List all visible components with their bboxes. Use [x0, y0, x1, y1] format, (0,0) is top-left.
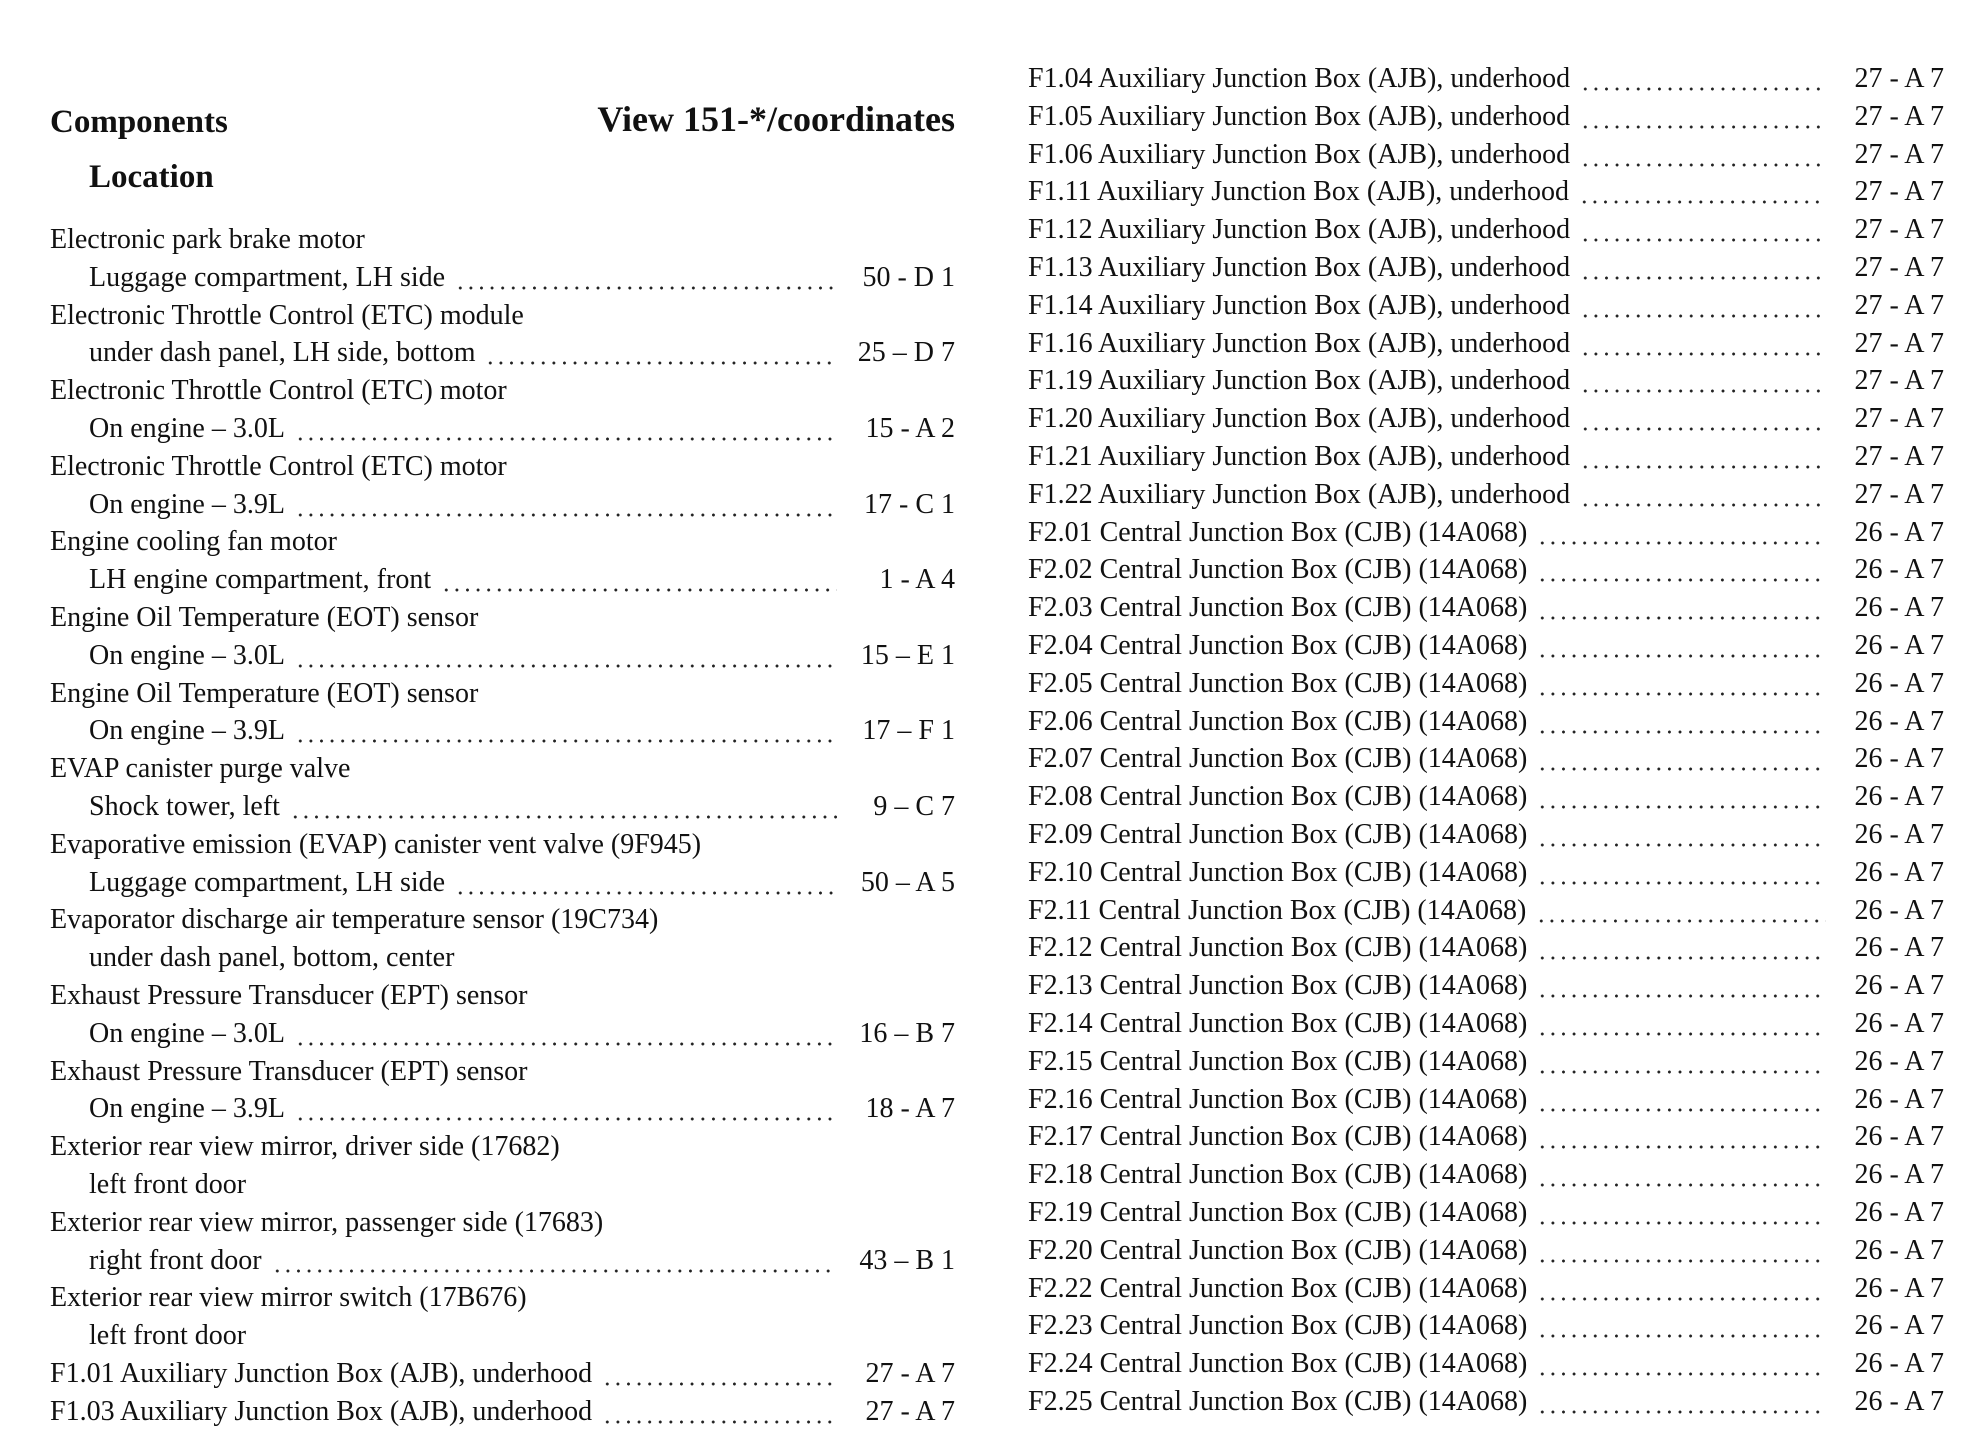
- component-location: Luggage compartment, LH side: [89, 866, 446, 898]
- dot-leader: [1537, 514, 1826, 552]
- dot-leader: [1580, 60, 1826, 98]
- location-heading: Location: [89, 159, 214, 195]
- dot-leader: [1537, 1232, 1826, 1270]
- fuse-name: F2.01 Central Junction Box (CJB) (14A068): [1028, 516, 1528, 548]
- fuse-name: F1.11 Auxiliary Junction Box (AJB), underhood: [1028, 176, 1570, 208]
- component-location: right front door: [89, 1244, 262, 1276]
- coordinate-value: 26 - A 7: [1854, 1385, 1944, 1417]
- dot-leader: [1580, 98, 1826, 136]
- fuse-name: F2.14 Central Junction Box (CJB) (14A068): [1028, 1007, 1528, 1039]
- dot-leader: [1580, 325, 1826, 363]
- dot-leader: [1580, 249, 1826, 287]
- component-line: [50, 977, 955, 1015]
- coordinate-value: 27 - A 7: [865, 1395, 955, 1427]
- fuse-line: [1028, 816, 1944, 854]
- coordinate-value: 26 - A 7: [1854, 1045, 1944, 1077]
- coordinate-value: 27 - A 7: [1854, 100, 1944, 132]
- dot-leader: [295, 410, 837, 448]
- fuse-line: [1028, 476, 1944, 514]
- coordinate-value: 27 - A 7: [1854, 63, 1944, 94]
- dot-leader: [1537, 1345, 1826, 1383]
- component-location: left front door: [89, 1168, 247, 1200]
- location-line: [50, 1166, 955, 1204]
- dot-leader: [1537, 589, 1826, 627]
- fuse-name: F1.21 Auxiliary Junction Box (AJB), underhood: [1028, 440, 1571, 472]
- location-line: [50, 788, 955, 826]
- component-line: [50, 826, 955, 864]
- fuse-name: F2.10 Central Junction Box (CJB) (14A068): [1028, 856, 1528, 888]
- component-line: [50, 523, 955, 561]
- fuse-name: F1.04 Auxiliary Junction Box (AJB), underhood: [1028, 63, 1571, 94]
- dot-leader: [272, 1242, 837, 1280]
- dot-leader: [1537, 1081, 1826, 1119]
- component-location: On engine – 3.9L: [89, 715, 285, 747]
- fuse-name: F2.23 Central Junction Box (CJB) (14A068): [1028, 1310, 1528, 1342]
- component-name: Exhaust Pressure Transducer (EPT) sensor: [50, 979, 528, 1011]
- fuse-line: [1028, 778, 1944, 816]
- fuse-line: [1028, 1270, 1944, 1308]
- dot-leader: [1537, 1194, 1826, 1232]
- coordinate-value: 27 - A 7: [1854, 214, 1944, 246]
- fuse-name: F2.11 Central Junction Box (CJB) (14A068): [1028, 894, 1527, 926]
- component-name: EVAP canister purge valve: [50, 753, 351, 785]
- component-location: under dash panel, LH side, bottom: [89, 337, 476, 369]
- coordinate-value: 26 - A 7: [1854, 743, 1944, 775]
- fuse-name: F1.22 Auxiliary Junction Box (AJB), underhood: [1028, 478, 1571, 510]
- fuse-line: [1028, 362, 1944, 400]
- component-name: Electronic Throttle Control (ETC) module: [50, 299, 524, 331]
- coordinate-value: 26 - A 7: [1854, 970, 1944, 1002]
- dot-leader: [485, 334, 837, 372]
- fuse-name: F1.03 Auxiliary Junction Box (AJB), underhood: [50, 1395, 593, 1427]
- coordinate-value: 26 - A 7: [1854, 818, 1944, 850]
- fuse-name: F2.25 Central Junction Box (CJB) (14A068): [1028, 1385, 1528, 1417]
- fuse-line: [1028, 589, 1944, 627]
- component-location: On engine – 3.0L: [89, 412, 285, 444]
- fuse-name: F2.02 Central Junction Box (CJB) (14A068): [1028, 554, 1528, 586]
- component-location: On engine – 3.0L: [89, 1017, 285, 1049]
- dot-leader: [1537, 1156, 1826, 1194]
- location-line: [50, 1015, 955, 1053]
- coordinate-value: 9 – C 7: [873, 790, 955, 822]
- dot-leader: [455, 259, 837, 297]
- component-line: [50, 448, 955, 486]
- coordinate-value: 26 - A 7: [1854, 667, 1944, 699]
- component-name: Engine Oil Temperature (EOT) sensor: [50, 601, 479, 633]
- component-name: Electronic park brake motor: [50, 224, 365, 255]
- coordinate-value: 26 - A 7: [1854, 894, 1944, 926]
- location-line: [50, 334, 955, 372]
- fuse-line: [1028, 400, 1944, 438]
- coordinate-value: 26 - A 7: [1854, 1159, 1944, 1191]
- dot-leader: [1580, 476, 1826, 514]
- fuse-name: F2.16 Central Junction Box (CJB) (14A068): [1028, 1083, 1528, 1115]
- fuse-name: F2.09 Central Junction Box (CJB) (14A068): [1028, 818, 1528, 850]
- coordinate-value: 17 - C 1: [864, 488, 955, 520]
- fuse-name: F2.04 Central Junction Box (CJB) (14A068): [1028, 629, 1528, 661]
- fuse-name: F2.18 Central Junction Box (CJB) (14A068): [1028, 1159, 1528, 1191]
- coordinate-value: 15 – E 1: [860, 639, 955, 671]
- location-line: [50, 1242, 955, 1280]
- dot-leader: [295, 1090, 837, 1128]
- fuse-name: F2.06 Central Junction Box (CJB) (14A068): [1028, 705, 1528, 737]
- component-location: left front door: [89, 1320, 247, 1352]
- fuse-line: [1028, 1194, 1944, 1232]
- coordinate-value: 27 - A 7: [1854, 478, 1944, 510]
- coordinate-value: 26 - A 7: [1854, 554, 1944, 586]
- location-line: [50, 864, 955, 902]
- coordinate-value: 26 - A 7: [1854, 629, 1944, 661]
- dot-leader: [1536, 892, 1826, 930]
- coordinate-value: 27 - A 7: [1854, 440, 1944, 472]
- dot-leader: [1537, 778, 1826, 816]
- fuse-name: F1.05 Auxiliary Junction Box (AJB), underhood: [1028, 100, 1571, 132]
- component-line: [50, 901, 955, 939]
- fuse-name: F2.20 Central Junction Box (CJB) (14A068): [1028, 1234, 1528, 1266]
- dot-leader: [1580, 287, 1826, 325]
- location-line: [50, 1317, 955, 1355]
- fuse-line: [50, 1355, 955, 1393]
- component-line: [50, 297, 955, 335]
- coordinate-value: 26 - A 7: [1854, 516, 1944, 548]
- fuse-line: [1028, 1043, 1944, 1081]
- dot-leader: [290, 788, 837, 826]
- fuse-line: [1028, 854, 1944, 892]
- fuse-name: F2.19 Central Junction Box (CJB) (14A068): [1028, 1196, 1528, 1228]
- fuse-line: [1028, 703, 1944, 741]
- dot-leader: [1537, 967, 1826, 1005]
- coordinate-value: 27 - A 7: [1854, 327, 1944, 359]
- fuse-line: [1028, 136, 1944, 174]
- coordinate-value: 50 – A 5: [860, 866, 955, 898]
- component-line: [50, 750, 955, 788]
- dot-leader: [1580, 211, 1826, 249]
- coordinate-value: 26 - A 7: [1854, 856, 1944, 888]
- fuse-line: [1028, 1232, 1944, 1270]
- component-line: [50, 221, 955, 259]
- dot-leader: [1537, 665, 1826, 703]
- component-name: Electronic Throttle Control (ETC) motor: [50, 450, 507, 482]
- fuse-name: F2.22 Central Junction Box (CJB) (14A068): [1028, 1272, 1528, 1304]
- location-line: [50, 259, 955, 297]
- coordinate-value: 27 - A 7: [1854, 403, 1944, 435]
- component-line: [50, 599, 955, 637]
- dot-leader: [1537, 854, 1826, 892]
- fuse-name: F2.17 Central Junction Box (CJB) (14A068): [1028, 1121, 1528, 1153]
- coordinate-value: 18 - A 7: [865, 1093, 955, 1125]
- dot-leader: [1580, 400, 1826, 438]
- component-line: [50, 372, 955, 410]
- component-line: [50, 675, 955, 713]
- component-location: LH engine compartment, front: [89, 564, 432, 596]
- coordinate-value: 27 - A 7: [1854, 176, 1944, 208]
- fuse-name: F2.24 Central Junction Box (CJB) (14A068): [1028, 1348, 1528, 1380]
- fuse-name: F2.15 Central Junction Box (CJB) (14A068): [1028, 1045, 1528, 1077]
- dot-leader: [602, 1393, 837, 1431]
- fuse-name: F1.19 Auxiliary Junction Box (AJB), underhood: [1028, 365, 1571, 397]
- dot-leader: [1580, 362, 1826, 400]
- left-entry-list: [50, 221, 955, 1431]
- coordinate-value: 27 - A 7: [1854, 289, 1944, 321]
- fuse-line: [1028, 929, 1944, 967]
- component-line: [50, 1128, 955, 1166]
- component-name: Exhaust Pressure Transducer (EPT) sensor: [50, 1055, 528, 1087]
- fuse-name: F2.03 Central Junction Box (CJB) (14A068): [1028, 592, 1528, 624]
- component-location: On engine – 3.9L: [89, 1093, 285, 1125]
- dot-leader: [1537, 703, 1826, 741]
- fuse-name: F1.20 Auxiliary Junction Box (AJB), underhood: [1028, 403, 1571, 435]
- components-heading: Components: [50, 104, 228, 140]
- component-name: Electronic Throttle Control (ETC) motor: [50, 375, 507, 407]
- fuse-line: [1028, 627, 1944, 665]
- location-line: [50, 410, 955, 448]
- dot-leader: [441, 561, 837, 599]
- fuse-line: [1028, 249, 1944, 287]
- fuse-line: [1028, 967, 1944, 1005]
- coordinate-value: 26 - A 7: [1854, 705, 1944, 737]
- coordinate-value: 26 - A 7: [1854, 1234, 1944, 1266]
- fuse-name: F1.06 Auxiliary Junction Box (AJB), underhood: [1028, 138, 1571, 170]
- fuse-name: F1.14 Auxiliary Junction Box (AJB), underhood: [1028, 289, 1571, 321]
- coordinate-value: 16 – B 7: [859, 1017, 955, 1049]
- component-location: under dash panel, bottom, center: [89, 942, 455, 974]
- coordinate-value: 1 - A 4: [879, 564, 955, 596]
- coordinate-value: 26 - A 7: [1854, 592, 1944, 624]
- component-name: Engine cooling fan motor: [50, 526, 337, 558]
- dot-leader: [1537, 929, 1826, 967]
- fuse-name: F2.05 Central Junction Box (CJB) (14A068): [1028, 667, 1528, 699]
- fuse-name: F2.12 Central Junction Box (CJB) (14A068): [1028, 932, 1528, 964]
- coordinate-value: 26 - A 7: [1854, 1272, 1944, 1304]
- component-location: Shock tower, left: [89, 790, 280, 822]
- fuse-line: [1028, 740, 1944, 778]
- dot-leader: [1537, 627, 1826, 665]
- dot-leader: [1580, 438, 1826, 476]
- fuse-line: [50, 1393, 955, 1431]
- component-location: On engine – 3.0L: [89, 639, 285, 671]
- fuse-name: F2.13 Central Junction Box (CJB) (14A068): [1028, 970, 1528, 1002]
- fuse-line: [1028, 325, 1944, 363]
- fuse-name: F1.16 Auxiliary Junction Box (AJB), underhood: [1028, 327, 1571, 359]
- coordinate-value: 26 - A 7: [1854, 932, 1944, 964]
- dot-leader: [1537, 1307, 1826, 1345]
- coordinate-value: 27 - A 7: [1854, 138, 1944, 170]
- component-line: [50, 1053, 955, 1091]
- component-name: Exterior rear view mirror, driver side (17682): [50, 1131, 560, 1163]
- component-name: Evaporator discharge air temperature sensor (19C734): [50, 904, 659, 936]
- dot-leader: [1537, 1005, 1826, 1043]
- fuse-line: [1028, 1345, 1944, 1383]
- component-location: On engine – 3.9L: [89, 488, 285, 520]
- dot-leader: [295, 486, 837, 524]
- location-line: [50, 561, 955, 599]
- coordinate-value: 50 - D 1: [862, 261, 955, 293]
- coordinate-value: 26 - A 7: [1854, 1348, 1944, 1380]
- dot-leader: [1537, 1270, 1826, 1308]
- fuse-line: [1028, 1081, 1944, 1119]
- coordinate-value: 27 - A 7: [1854, 365, 1944, 397]
- coordinate-value: 26 - A 7: [1854, 1007, 1944, 1039]
- coordinate-value: 27 - A 7: [865, 1357, 955, 1389]
- view-coordinates-heading: View 151-*/coordinates: [597, 99, 955, 139]
- coordinate-value: 17 – F 1: [862, 715, 955, 747]
- location-line: [50, 637, 955, 675]
- dot-leader: [1537, 551, 1826, 589]
- fuse-line: [1028, 173, 1944, 211]
- dot-leader: [295, 712, 837, 750]
- coordinate-value: 26 - A 7: [1854, 1121, 1944, 1153]
- fuse-line: [1028, 1005, 1944, 1043]
- fuse-line: [1028, 98, 1944, 136]
- dot-leader: [1537, 1383, 1826, 1421]
- dot-leader: [602, 1355, 837, 1393]
- location-line: [50, 486, 955, 524]
- right-entry-list: [1028, 60, 1944, 1421]
- fuse-line: [1028, 892, 1944, 930]
- fuse-line: [1028, 211, 1944, 249]
- coordinate-value: 15 - A 2: [865, 412, 955, 444]
- fuse-line: [1028, 287, 1944, 325]
- fuse-line: [1028, 1307, 1944, 1345]
- component-name: Evaporative emission (EVAP) canister vent valve (9F945): [50, 828, 702, 860]
- fuse-line: [1028, 1383, 1944, 1421]
- dot-leader: [455, 864, 837, 902]
- coordinate-value: 27 - A 7: [1854, 251, 1944, 283]
- component-line: [50, 1279, 955, 1317]
- dot-leader: [1537, 1118, 1826, 1156]
- dot-leader: [295, 637, 837, 675]
- component-line: [50, 1204, 955, 1242]
- location-line: [50, 939, 955, 977]
- component-name: Engine Oil Temperature (EOT) sensor: [50, 677, 479, 709]
- location-line: [50, 1090, 955, 1128]
- component-name: Exterior rear view mirror switch (17B676): [50, 1282, 527, 1314]
- dot-leader: [1537, 816, 1826, 854]
- fuse-line: [1028, 1118, 1944, 1156]
- fuse-line: [1028, 665, 1944, 703]
- fuse-name: F2.07 Central Junction Box (CJB) (14A068): [1028, 743, 1528, 775]
- fuse-name: F1.12 Auxiliary Junction Box (AJB), underhood: [1028, 214, 1571, 246]
- coordinate-value: 26 - A 7: [1854, 1310, 1944, 1342]
- dot-leader: [295, 1015, 837, 1053]
- dot-leader: [1537, 1043, 1826, 1081]
- coordinate-value: 26 - A 7: [1854, 1083, 1944, 1115]
- coordinate-value: 26 - A 7: [1854, 781, 1944, 813]
- fuse-line: [1028, 514, 1944, 552]
- dot-leader: [1579, 173, 1826, 211]
- coordinate-value: 25 – D 7: [857, 337, 955, 369]
- fuse-line: [1028, 551, 1944, 589]
- fuse-line: [1028, 438, 1944, 476]
- fuse-line: [1028, 60, 1944, 98]
- location-line: [50, 712, 955, 750]
- fuse-name: F1.13 Auxiliary Junction Box (AJB), underhood: [1028, 251, 1571, 283]
- component-location: Luggage compartment, LH side: [89, 261, 446, 293]
- component-name: Exterior rear view mirror, passenger side (17683): [50, 1206, 604, 1238]
- fuse-name: F2.08 Central Junction Box (CJB) (14A068): [1028, 781, 1528, 813]
- fuse-line: [1028, 1156, 1944, 1194]
- coordinate-value: 26 - A 7: [1854, 1196, 1944, 1228]
- fuse-name: F1.01 Auxiliary Junction Box (AJB), underhood: [50, 1357, 593, 1389]
- coordinate-value: 43 – B 1: [859, 1244, 955, 1276]
- dot-leader: [1537, 740, 1826, 778]
- dot-leader: [1580, 136, 1826, 174]
